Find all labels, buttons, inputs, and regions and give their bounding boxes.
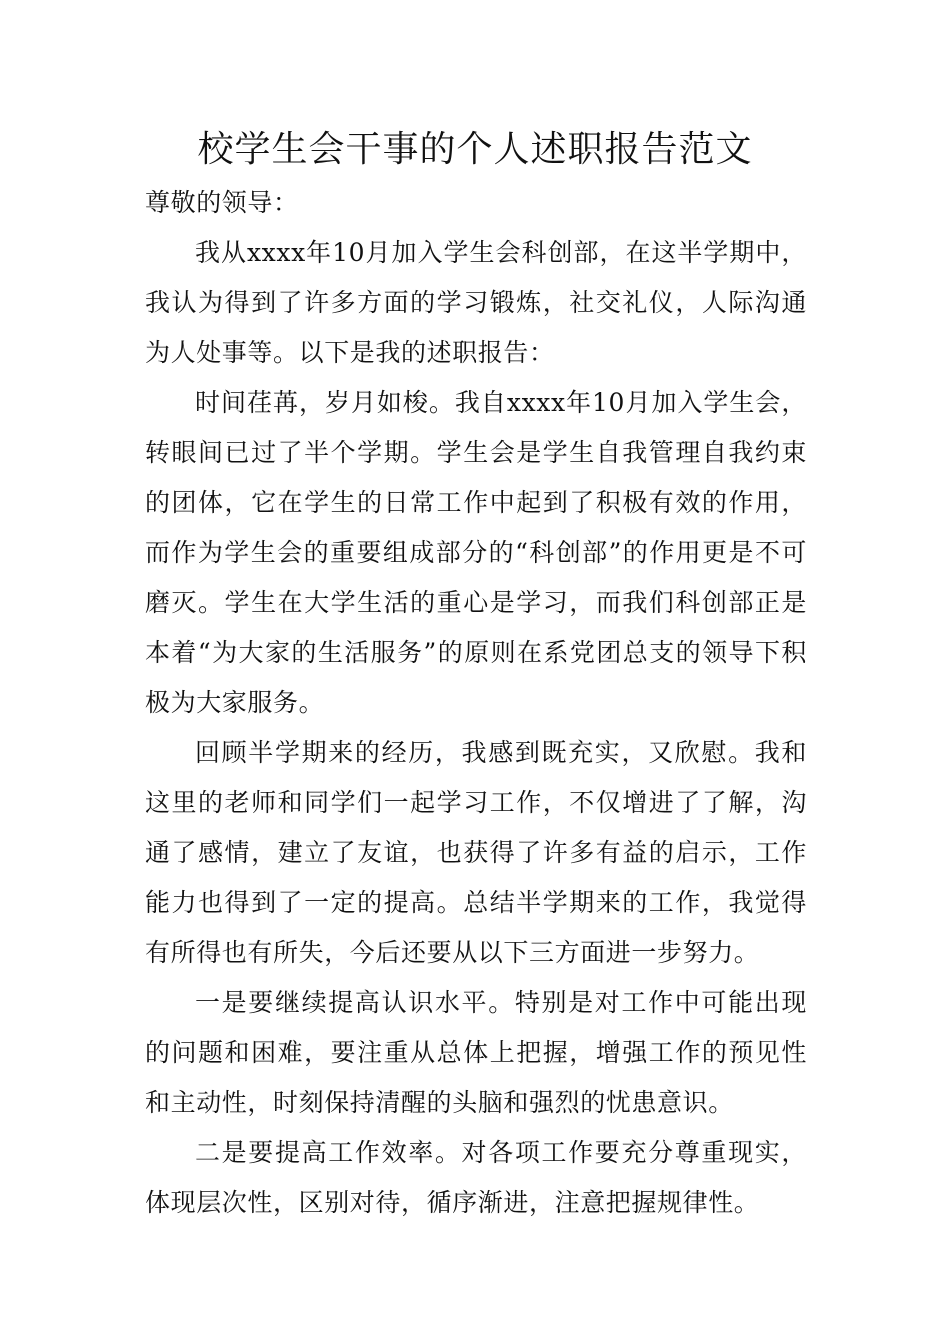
salutation: 尊敬的领导：	[145, 188, 299, 217]
paragraph-2: 时间荏苒，岁月如梭。我自xxxx年10月加入学生会，转眼间已过了半个学期。学生会是学生自我管理自我约束的团体，它在学生的日常工作中起到了积极有效的作用，而作为学生会的重要组成部分的“科创部”的作用更是不可磨灭。学生在大学生活的重心是学习，而我们科创部正是本着“为大家的生活服务”的原则在系党团总支的领导下积极为大家服务。	[145, 388, 807, 717]
paragraph-5: 二是要提高工作效率。对各项工作要充分尊重现实，体现层次性，区别对待，循序渐进，注意把握规律性。	[145, 1138, 807, 1217]
paragraph-1: 我从xxxx年10月加入学生会科创部，在这半学期中，我认为得到了许多方面的学习锻炼，社交礼仪，人际沟通为人处事等。以下是我的述职报告：	[145, 238, 807, 367]
document-body	[145, 178, 807, 1228]
paragraph-3: 回顾半学期来的经历，我感到既充实，又欣慰。我和这里的老师和同学们一起学习工作，不仅增进了了解，沟通了感情，建立了友谊，也获得了许多有益的启示，工作能力也得到了一定的提高。总结半学期来的工作，我觉得有所得也有所失，今后还要从以下三方面进一步努力。	[145, 738, 807, 967]
paragraph-4: 一是要继续提高认识水平。特别是对工作中可能出现的问题和困难，要注重从总体上把握，增强工作的预见性和主动性，时刻保持清醒的头脑和强烈的忧患意识。	[145, 988, 807, 1117]
document-title: 校学生会干事的个人述职报告范文	[197, 129, 753, 170]
